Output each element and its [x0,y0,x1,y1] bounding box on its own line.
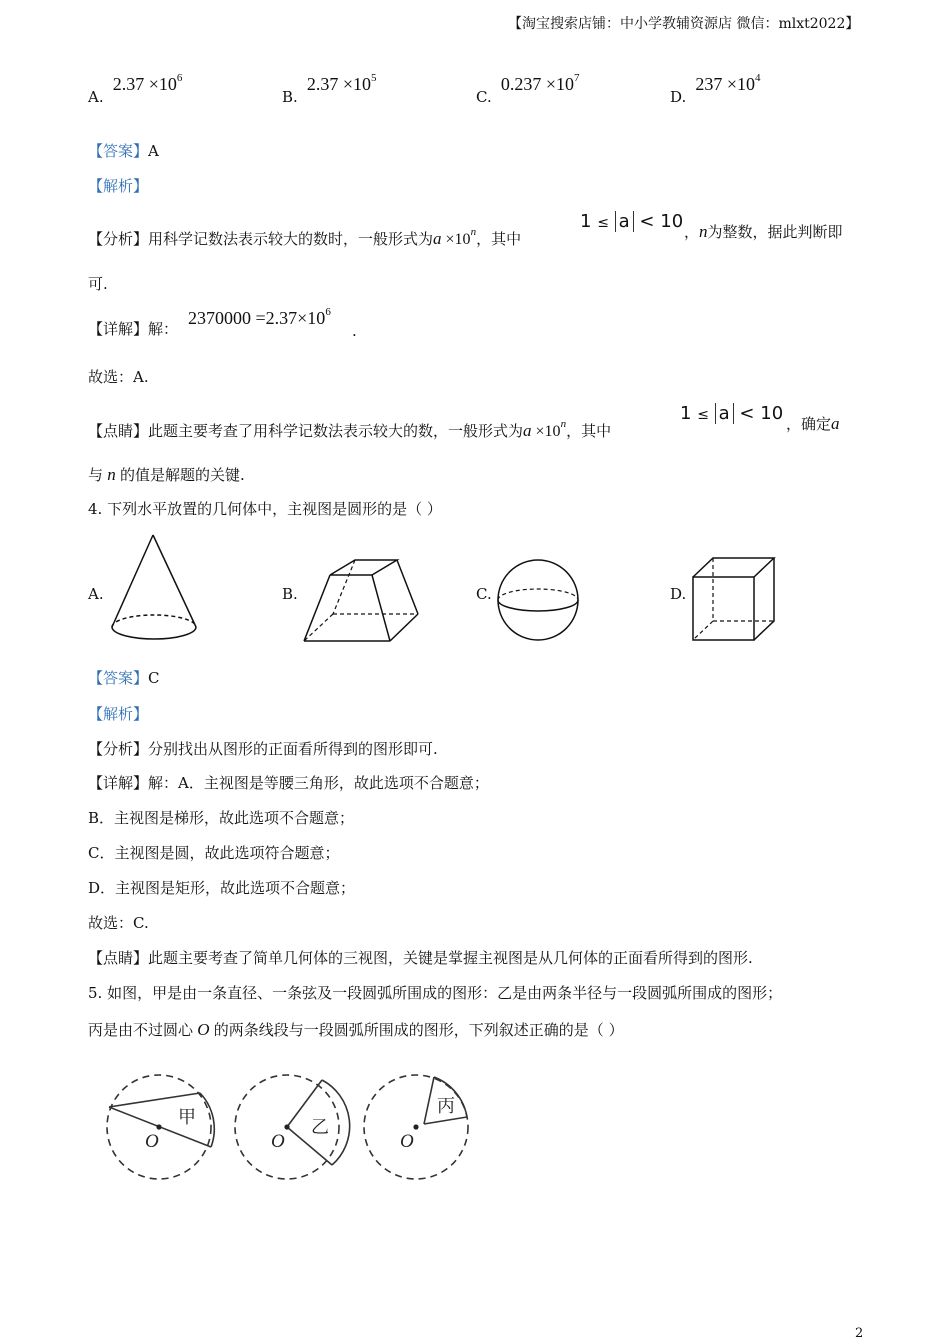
page-header: 【淘宝搜索店铺：中小学教辅资源店 微信：mlxt2022】 [508,16,860,32]
q3-dianjing-line2: 与 n 的值是解题的关键. [88,465,245,484]
q4-label-c[interactable]: C. [476,585,492,603]
q3-answer: 【答案】A [88,142,159,160]
figure-yi-center-label: O [271,1131,285,1152]
q3-fenxi: 【分析】用科学记数法表示较大的数时，一般形式为$a \times 10^n$，其中 [88,226,522,248]
q4-dianjing: 【点睛】此题主要考查了简单几何体的三视图，关键是掌握主视图是从几何体的正面看所得到的图形. [88,949,753,967]
q4-label-d[interactable]: D. [670,585,687,603]
q3-option-d[interactable]: D. $237 \times 10^4$ [670,72,761,106]
q3-dianjing: 【点睛】此题主要考查了用科学记数法表示较大的数，一般形式为$a \times 10^n$，其中 [88,418,612,440]
q3-analysis-tag: 【解析】 [88,177,149,195]
center-dot [284,1124,289,1129]
q3-range-formula: 1 ≤ a < 10 [580,211,684,232]
q3-fenxi-end: ，n为整数，据此判断即 [684,222,843,241]
q5-stem-line1: 5. 如图，甲是由一条直径、一条弦及一段圆弧所围成的图形：乙是由两条半径与一段圆弧所围成的图形； [88,984,783,1002]
figure-jia [105,1063,215,1193]
frustum-figure [300,555,425,645]
figure-bing-center-label: O [400,1131,414,1152]
figure-jia-label: 甲 [178,1107,196,1128]
q3-dianjing-end: ，确定a [786,414,840,433]
q4-analysis-tag: 【解析】 [88,705,149,723]
q3-option-b[interactable]: B. $2.37 \times 10^5$ [282,72,377,106]
q3-option-c[interactable]: C. $0.237 \times 10^7$ [476,72,580,106]
q3-option-a[interactable]: A. $2.37 \times 10^6$ [88,72,183,106]
figure-bing-label: 丙 [437,1096,455,1117]
q4-guxuan: 故选：C. [88,914,149,932]
q5-stem-line2: 丙是由不过圆心 O 的两条线段与一段圆弧所围成的图形，下列叙述正确的是（ ） [88,1020,624,1039]
q4-answer: 【答案】C [88,669,160,687]
figure-jia-center-label: O [145,1131,159,1152]
figure-yi-label: 乙 [311,1117,329,1138]
figure-bing [362,1063,472,1193]
center-dot [413,1124,418,1129]
center-dot [156,1124,161,1129]
q4-line-c: C．主视图是圆，故此选项符合题意； [88,844,340,862]
q4-xiangjie: 【详解】解：A．主视图是等腰三角形，故此选项不合题意； [88,774,489,792]
q3-xiangjie-dot: . [352,322,357,340]
cube-figure [690,556,780,644]
q3-xiangjie-formula: $2370000 =2.37\times 10^6$ [188,306,331,328]
q3-fenxi-line2: 可. [88,275,108,293]
q4-label-b[interactable]: B. [282,585,298,603]
q3-dianjing-range: 1 ≤ a < 10 [680,403,784,424]
q4-stem: 4. 下列水平放置的几何体中，主视图是圆形的是（ ） [88,500,442,518]
cone-figure [105,530,205,645]
q3-xiangjie: 【详解】解： [88,320,179,338]
figure-yi [233,1063,343,1193]
q4-label-a[interactable]: A. [88,585,104,603]
q4-line-d: D．主视图是矩形，故此选项不合题意； [88,879,356,897]
q4-fenxi: 【分析】分别找出从图形的正面看所得到的图形即可. [88,740,438,758]
page-number: 2 [855,1326,864,1341]
q4-line-b: B．主视图是梯形，故此选项不合题意； [88,809,355,827]
q3-guxuan: 故选：A. [88,368,149,386]
sphere-figure [496,558,582,644]
